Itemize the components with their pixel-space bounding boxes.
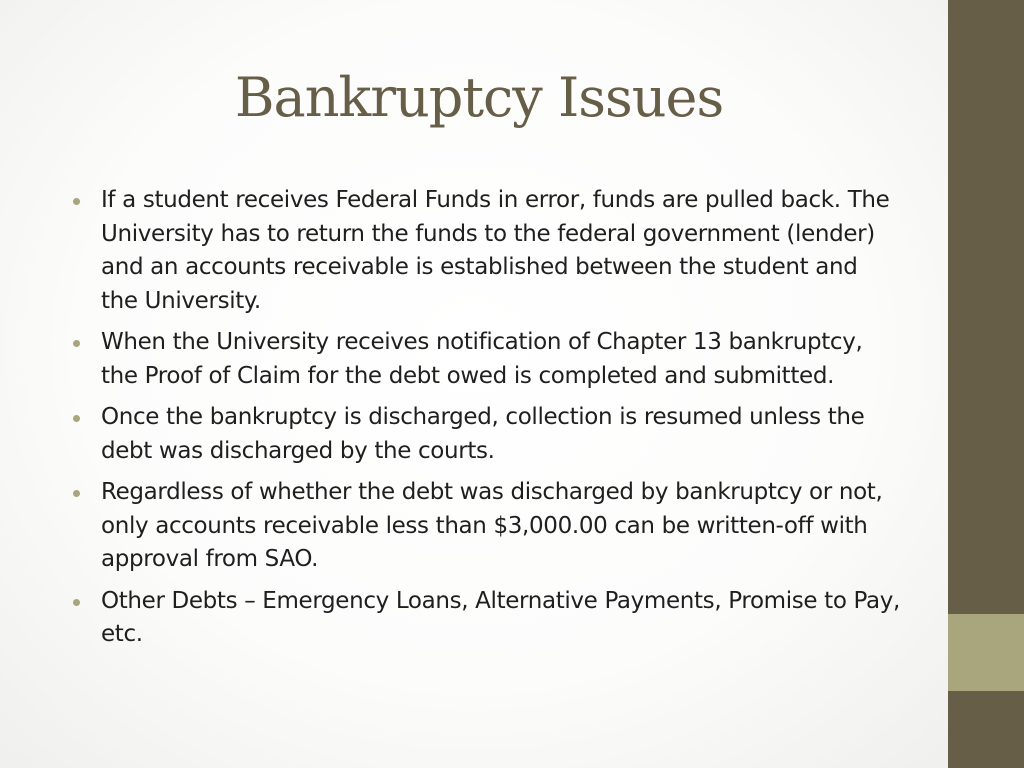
side-bar-accent	[948, 614, 1024, 691]
bullet-dot-icon	[73, 415, 80, 422]
bullet-text: Regardless of whether the debt was discharged by bankruptcy or not, only accounts receivable less than $3,000.00 can be written-off with approval from SAO.	[101, 479, 883, 572]
bullet-dot-icon	[73, 599, 80, 606]
bullet-list	[73, 184, 901, 660]
bullet-dot-icon	[73, 340, 80, 347]
bullet-item	[73, 585, 901, 652]
bullet-dot-icon	[73, 198, 80, 205]
bullet-dot-icon	[73, 490, 80, 497]
bullet-text: When the University receives notification of Chapter 13 bankruptcy, the Proof of Claim for the debt owed is completed and submitted.	[101, 329, 863, 389]
bullet-item	[73, 184, 901, 318]
bullet-text: Other Debts – Emergency Loans, Alternative Payments, Promise to Pay, etc.	[101, 587, 900, 647]
bullet-item	[73, 401, 901, 468]
bullet-text: If a student receives Federal Funds in error, funds are pulled back. The University has to return the funds to the federal government (lender) and an accounts receivable is established between the student and the University.	[101, 187, 890, 314]
bullet-text: Once the bankruptcy is discharged, collection is resumed unless the debt was discharged by the courts.	[101, 404, 865, 464]
bullet-item	[73, 326, 901, 393]
slide-title: Bankruptcy Issues	[234, 66, 724, 129]
bullet-item	[73, 476, 901, 577]
